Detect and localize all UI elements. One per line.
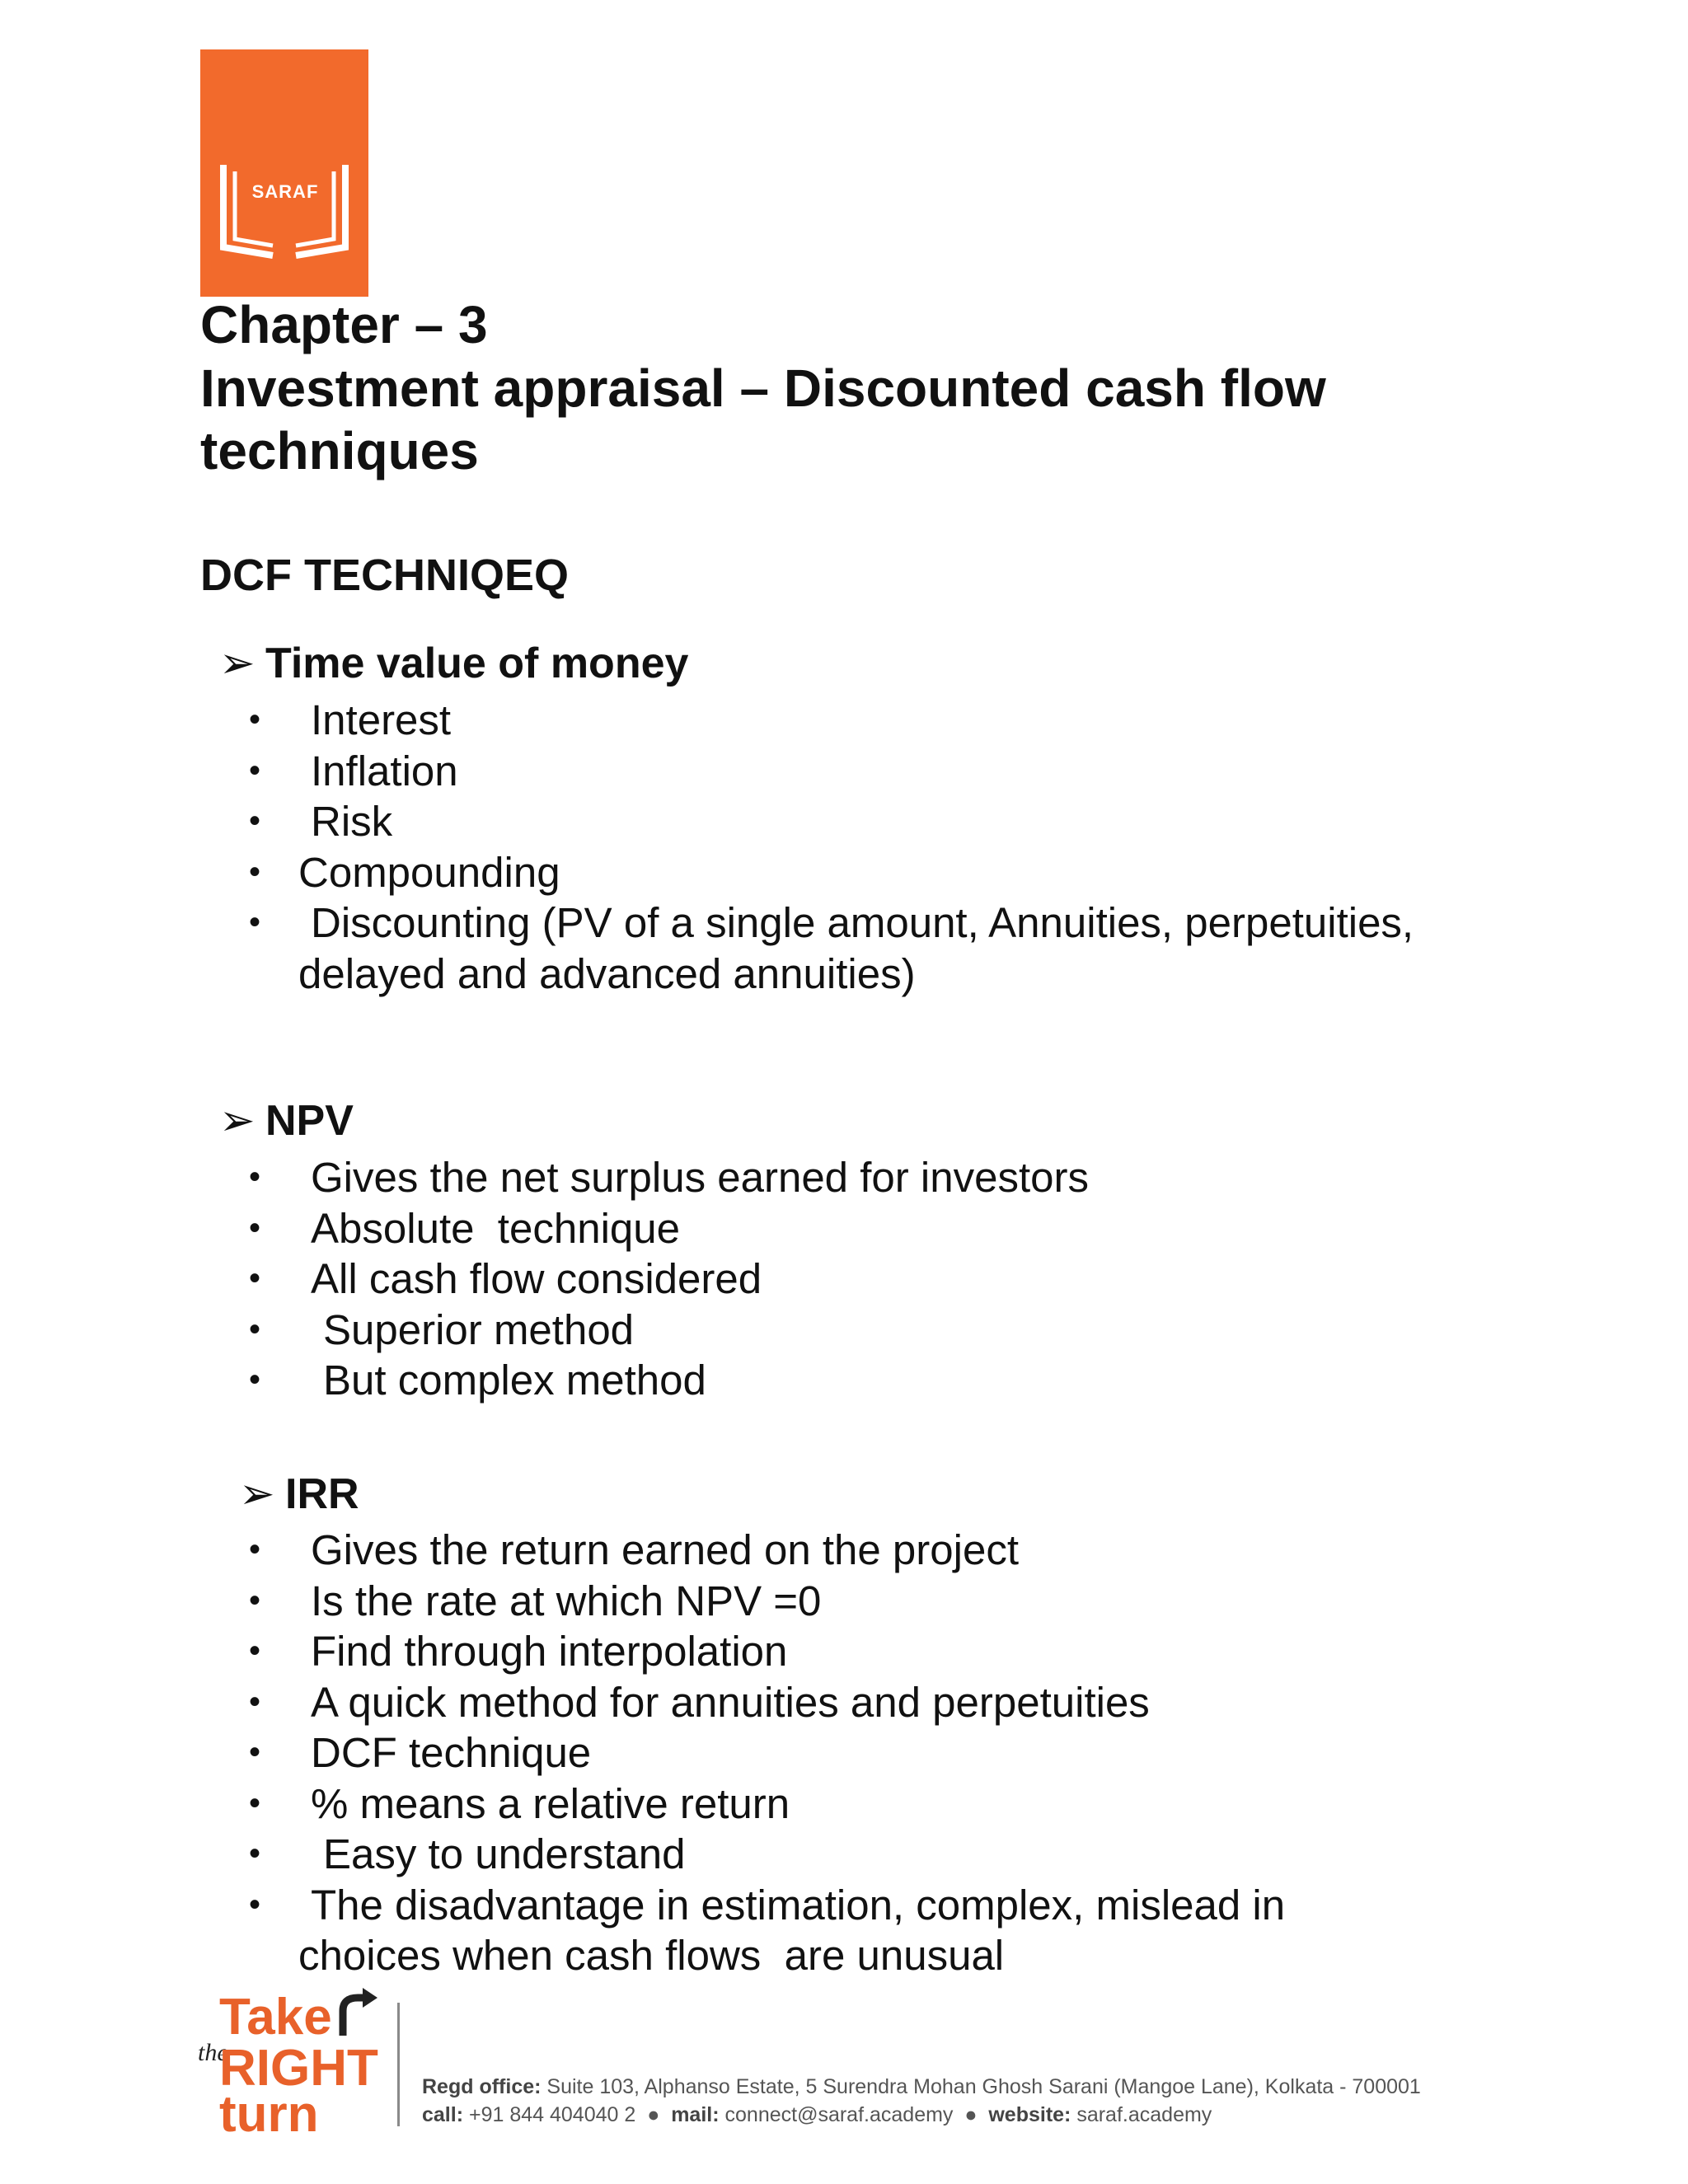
dot-separator-icon: ● xyxy=(964,2103,978,2126)
chapter-number: Chapter – 3 xyxy=(200,295,488,354)
footer-divider xyxy=(397,2003,400,2126)
chapter-title-continued: techniques xyxy=(200,421,479,480)
take-the-right-turn-logo xyxy=(198,1986,379,2135)
chapter-title: Investment appraisal – Discounted cash flow xyxy=(200,359,1326,418)
footer-address: Regd office: Suite 103, Alphanso Estate, 5 Surendra Mohan Ghosh Sarani (Mangoe Lane), Kolkata - 700001 xyxy=(422,2075,1421,2098)
arrow-bullet-icon: ➢ xyxy=(239,1470,275,1518)
book-icon xyxy=(215,157,354,264)
logo-word-right: RIGHT xyxy=(219,2040,378,2097)
section-heading: DCF TECHNIQEQ xyxy=(200,551,570,600)
arrow-bullet-icon: ➢ xyxy=(219,1097,256,1145)
saraf-logo xyxy=(200,49,368,297)
logo-wordmark: SARAF xyxy=(251,181,319,202)
logo-word-the: the xyxy=(198,2039,228,2066)
group-heading-irr: ➢ IRR xyxy=(239,1470,359,1518)
group-heading-time-value: ➢ Time value of money xyxy=(219,640,689,687)
footer-contact: call: +91 844 404040 2 ● mail: connect@saraf.academy ● website: saraf.academy xyxy=(422,2103,1212,2126)
dot-separator-icon: ● xyxy=(647,2103,660,2126)
arrow-bullet-icon: ➢ xyxy=(219,640,256,687)
logo-word-take: Take xyxy=(219,1989,332,2046)
group-heading-npv: ➢ NPV xyxy=(219,1097,354,1145)
logo-word-turn: turn xyxy=(219,2086,319,2135)
